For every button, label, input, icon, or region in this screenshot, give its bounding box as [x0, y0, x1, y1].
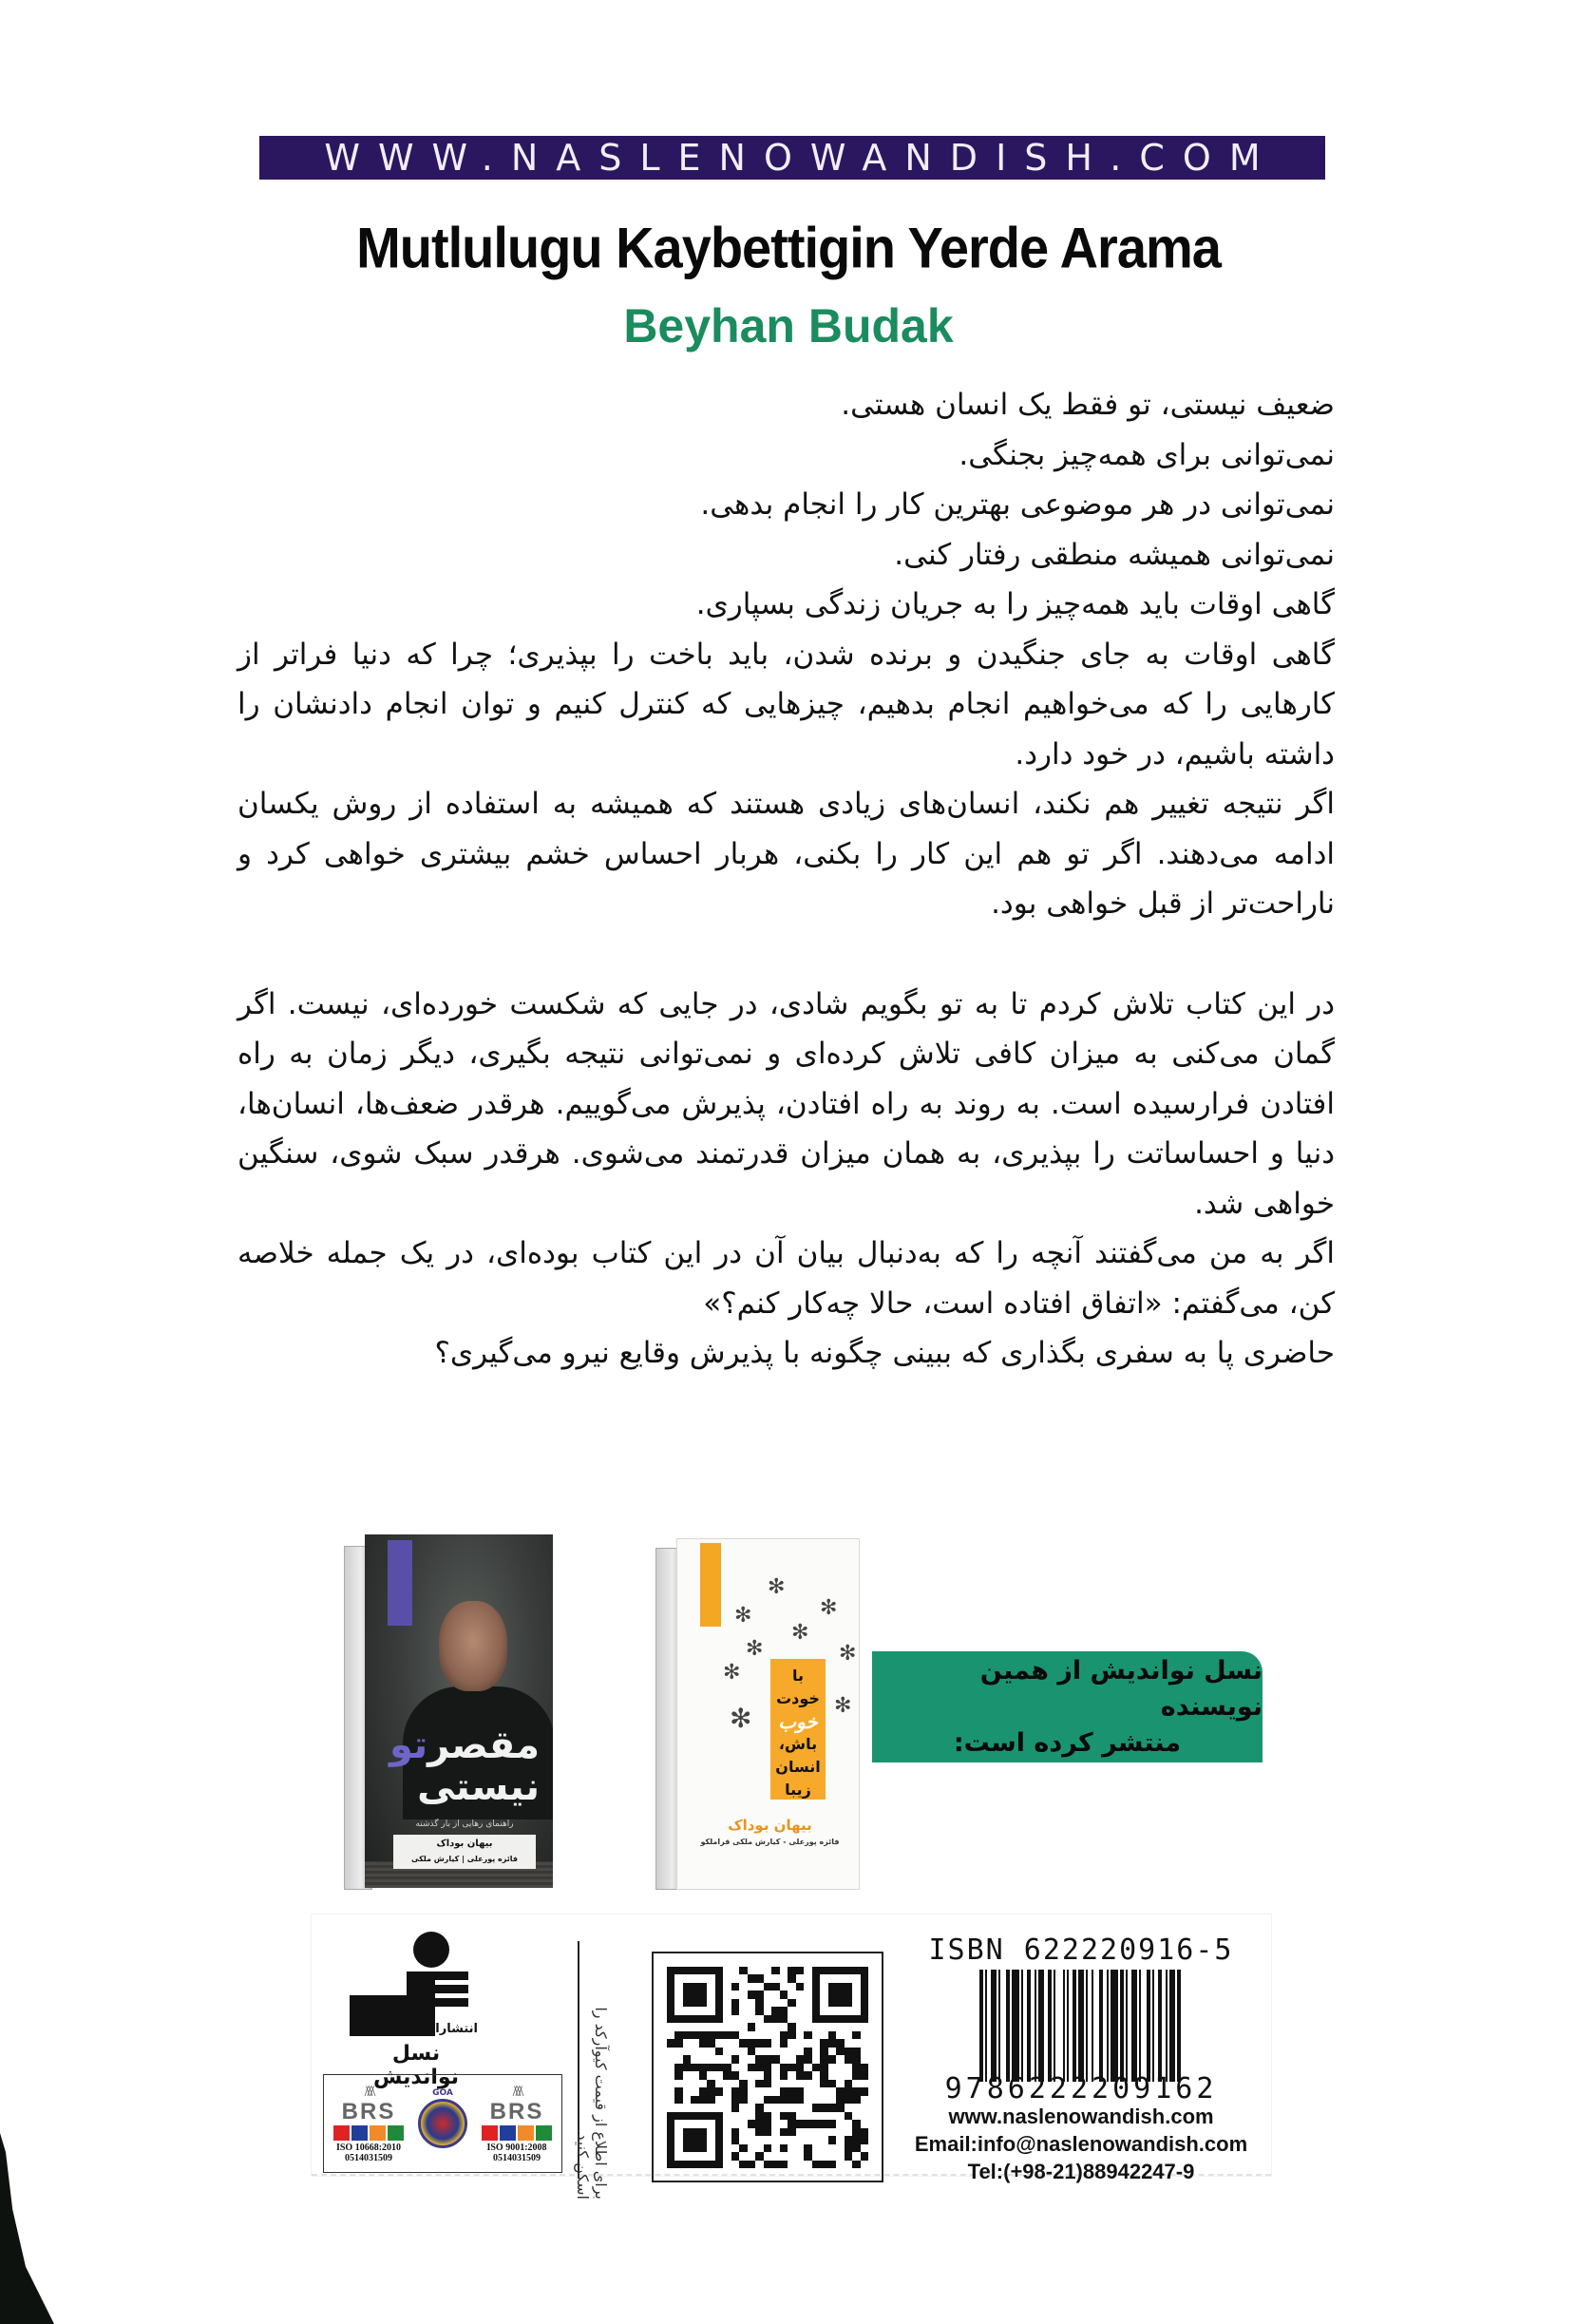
dandelion-seed-icon: ✻ [839, 1642, 857, 1666]
related-book-cover-1 [344, 1534, 553, 1900]
blurb-line: نمی‌توانی همیشه منطقی رفتار کنی. [894, 537, 1335, 572]
blurb-line: گاهی اوقات باید همه‌چیز را به جریان زندگی بسپاری. [695, 587, 1335, 621]
blurb-paragraph: گاهی اوقات به جای جنگیدن و برنده شدن، باید باخت را بپذیری؛ چرا که دنیا فراتر از کارهایی را که می‌خواهیم انجام بدهیم، چیزهایی که کنترل کنیم و توان انجام دادنشان را داشته باشیم، در خود دارد. [237, 637, 1335, 771]
same-author-promo-banner [872, 1651, 1263, 1762]
ean-number: 9786222209162 [944, 2072, 1218, 2105]
book-cover [676, 1538, 860, 1890]
website-banner [259, 136, 1325, 180]
publisher-info-panel [312, 1914, 1271, 2200]
qr-code-icon [667, 1967, 868, 2168]
email-link[interactable]: Email:info@naslenowandish.com [914, 2132, 1248, 2156]
back-cover-blurb [237, 380, 1335, 1379]
book-cover-author: بیهان بوداک [728, 1817, 812, 1834]
brs-cert-badge: /\/\/\ BRS ISO 9001:2008 0514031509 [478, 2084, 556, 2163]
dandelion-seed-icon: ✻ [734, 1604, 752, 1628]
promo-line: نسل نواندیش از همین نویسنده [979, 1655, 1263, 1722]
book-cover-tagline: راهنمای رهایی از بار گذشته [415, 1819, 514, 1829]
brs-cert-badge: /\/\/\ BRS ISO 10668:2010 0514031509 [330, 2084, 408, 2163]
publisher-tag [700, 1543, 721, 1627]
book-cover-title: با خودت خوب باش، انسان زیبا [770, 1659, 826, 1800]
logo-dot-icon [413, 1932, 449, 1968]
publisher-label: انتشارات [423, 2022, 478, 2036]
book-cover [365, 1534, 553, 1888]
publisher-tag [388, 1540, 412, 1626]
blurb-paragraph: اگر به من می‌گفتند آنچه را که به‌دنبال بیان آن در این کتاب بوده‌ای، در یک جمله خلاصه کن، می‌گفتم: «اتفاق افتاده است، حالا چه‌کار کنم؟» [237, 1236, 1335, 1321]
goa-seal-icon: GOA [418, 2099, 467, 2148]
author-photo-head [439, 1601, 507, 1691]
mountain-icon: /\/\/\ [512, 2084, 522, 2100]
website-link[interactable]: www.naslenowandish.com [948, 2105, 1214, 2128]
blurb-paragraph: حاضری پا به سفری بگذاری که ببینی چگونه با پذیرش وقایع نیرو می‌گیری؟ [434, 1336, 1335, 1370]
website-banner-text: WWW.NASLENOWANDISH.COM [324, 137, 1279, 179]
book-title: Mutlulugu Kaybettigin Yerde Arama [356, 215, 1221, 280]
book-cover-translators: فائزه پورعلی - کیارش ملکی قراملکو [700, 1838, 840, 1846]
book-cover-title: مقصرتو نیستی [389, 1724, 540, 1809]
isbn-text: ISBN 622220916-5 [928, 1933, 1234, 1967]
isbn-block [891, 1935, 1271, 2182]
dandelion-seed-icon: ✻ [723, 1661, 741, 1685]
related-book-cover-2 [655, 1534, 860, 1900]
mountain-icon: /\/\/\ [364, 2084, 373, 2100]
book-cover-author: بیهان بوداک فائزه پورعلی | کیارش ملکی [393, 1835, 536, 1869]
dandelion-seed-icon: ✻ [746, 1637, 764, 1661]
blurb-line: نمی‌توانی در هر موضوعی بهترین کار را انجام بدهی. [700, 487, 1335, 522]
qr-caption: برای اطلاع از قیمت کیوآرکد را اسکن کنید. [574, 2007, 610, 2200]
phone-number: Tel:(+98-21)88942247-9 [967, 2160, 1195, 2183]
scan-edge-shadow [0, 2133, 57, 2324]
dandelion-seed-icon: ✻ [834, 1694, 852, 1718]
dandelion-seed-icon: ✻ [730, 1703, 752, 1734]
price-qr-code[interactable] [652, 1952, 883, 2182]
blurb-paragraph: در این کتاب تلاش کردم تا به تو بگویم شادی، در جایی که شکست خورده‌ای، نیست. اگر گمان می‌کنی به میزان کافی تلاش کرده‌ای و نمی‌توانی نتیجه بگیری، دیگر زمان به راه افتادن فرارسیده است. به روند به راه افتادن، پذیرش می‌گوییم. هرقدر ضعف‌ها، انسان‌ها، دنیا و احساساتت را بپذیری، به همان میزان قدرتمند می‌شوی. هرقدر سبک شوی، سنگین خواهی شد. [237, 986, 1335, 1221]
publisher-name: نسل نواندیش [373, 2042, 459, 2089]
author-name: Beyhan Budak [623, 299, 954, 352]
dandelion-seed-icon: ✻ [768, 1575, 786, 1599]
dandelion-seed-icon: ✻ [820, 1596, 838, 1620]
dandelion-seed-icon: ✻ [791, 1621, 809, 1645]
promo-line: منتشر کرده است: [953, 1727, 1182, 1758]
barcode-icon [939, 1970, 1224, 2082]
publisher-logo [350, 1932, 478, 2055]
certifications [323, 2074, 562, 2173]
blurb-line: نمی‌توانی برای همه‌چیز بجنگی. [959, 437, 1335, 472]
blurb-paragraph: اگر نتیجه تغییر هم نکند، انسان‌های زیادی هستند که همیشه به استفاده از روش یکسان ادامه می‌دهند. اگر تو هم این کار را بکنی، هربار احساس خشم بیشتری خواهی کرد و ناراحت‌تر از قبل خواهی بود. [237, 787, 1335, 921]
blurb-line: ضعیف نیستی، تو فقط یک انسان هستی. [841, 388, 1335, 422]
